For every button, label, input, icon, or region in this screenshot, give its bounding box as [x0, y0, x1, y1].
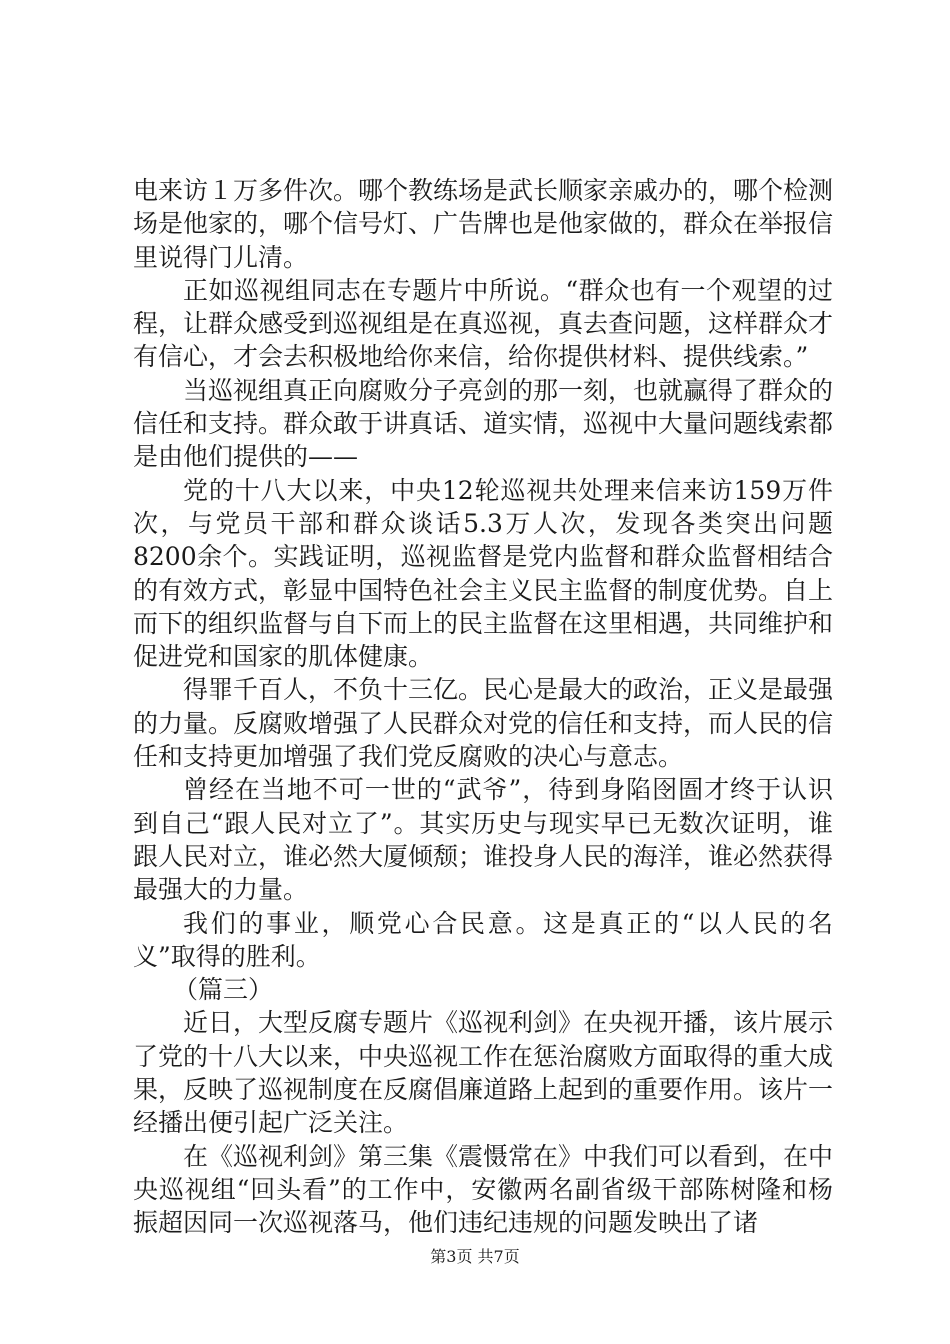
page-footer — [0, 1244, 950, 1267]
paragraph: 在《巡视利剑》第三集《震慑常在》中我们可以看到，在中央巡视组“回头看”的工作中，安徽两名副省级干部陈树隆和杨振超因同一次巡视落马，他们违纪违规的问题发映出了诸 — [133, 1141, 834, 1238]
paragraph: 党的十八大以来，中央12轮巡视共处理来信来访159万件次，与党员干部和群众谈话5.3万人次，发现各类突出问题8200余个。实践证明，巡视监督是党内监督和群众监督相结合的有效方式，彰显中国特色社会主义民主监督的制度优势。自上而下的组织监督与自下而上的民主监督在这里相遇，共同维护和促进党和国家的肌体健康。 — [133, 475, 834, 672]
page-number: 第3页 共7页 — [430, 1247, 520, 1266]
paragraph: 我们的事业，顺党心合民意。这是真正的“以人民的名义”取得的胜利。 — [133, 908, 833, 971]
paragraph: 曾经在当地不可一世的“武爷”，待到身陷囹圄才终于认识到自己“跟人民对立了”。其实历史与现实早已无数次证明，谁跟人民对立，谁必然大厦倾颓；谁投身人民的海洋，谁必然获得最强大的力量。 — [133, 775, 834, 905]
section-heading: （篇三） — [173, 975, 274, 1005]
paragraph: 当巡视组真正向腐败分子亮剑的那一刻，也就赢得了群众的信任和支持。群众敢于讲真话、道实情，巡视中大量问题线索都是由他们提供的—— — [133, 375, 834, 472]
document-body — [133, 174, 833, 1240]
paragraph: 近日，大型反腐专题片《巡视利剑》在央视开播，该片展示了党的十八大以来，中央巡视工作在惩治腐败方面取得的重大成果，反映了巡视制度在反腐倡廉道路上起到的重要作用。该片一经播出便引起广泛关注。 — [133, 1008, 834, 1138]
paragraph: 正如巡视组同志在专题片中所说。“群众也有一个观望的过程，让群众感受到巡视组是在真巡视，真去查问题，这样群众才有信心，才会去积极地给你来信，给你提供材料、提供线索。” — [133, 275, 834, 372]
paragraph: 电来访１万多件次。哪个教练场是武长顺家亲戚办的，哪个检测场是他家的，哪个信号灯、广告牌也是他家做的，群众在举报信里说得门儿清。 — [133, 176, 834, 272]
paragraph: 得罪千百人，不负十三亿。民心是最大的政治，正义是最强的力量。反腐败增强了人民群众对党的信任和支持，而人民的信任和支持更加增强了我们党反腐败的决心与意志。 — [133, 675, 834, 772]
